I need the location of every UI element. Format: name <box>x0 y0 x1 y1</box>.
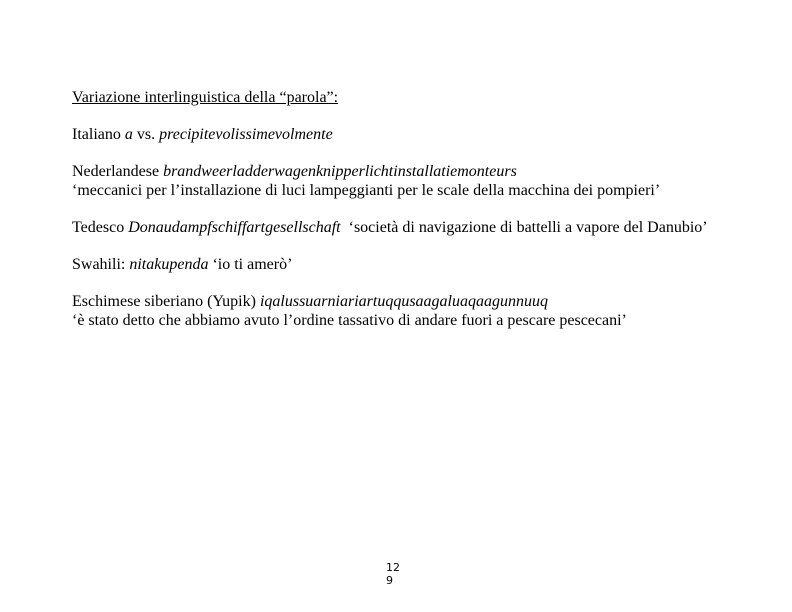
swahili-word: nitakupenda <box>129 256 209 273</box>
nederlandese-gloss: ‘meccanici per l’installazione di luci lampeggianti per le scale della macchina dei pompieri’ <box>72 182 661 199</box>
nederlandese-language-label: Nederlandese <box>72 163 164 180</box>
tedesco-language-label: Tedesco <box>72 219 129 236</box>
tedesco-example <box>72 218 719 237</box>
swahili-language-label: Swahili: <box>72 256 130 273</box>
slide-content <box>72 88 719 348</box>
italiano-example <box>72 125 719 144</box>
yupik-word: iqalussuarniariartuqqusaagaluaqaagunnuuq <box>259 293 548 310</box>
swahili-example <box>72 255 719 274</box>
page-number-line-1: 12 <box>386 561 400 574</box>
yupik-example <box>72 292 719 330</box>
slide-title: Variazione interlinguistica della “parola”: <box>72 89 339 106</box>
italiano-vs: vs. <box>132 126 160 143</box>
nederlandese-line <box>72 162 719 181</box>
yupik-gloss: ‘è stato detto che abbiamo avuto l’ordine tassativo di andare fuori a pescare pescecani’ <box>72 312 627 329</box>
nederlandese-word: brandweerladderwagenknipperlichtinstallatiemonteurs <box>163 163 517 180</box>
nederlandese-example <box>72 162 719 200</box>
page-number-line-2: 9 <box>386 574 393 587</box>
yupik-language-label: Eschimese siberiano (Yupik) <box>72 293 260 310</box>
page-number <box>386 561 416 587</box>
italiano-word-b: precipitevolissimevolmente <box>159 126 333 143</box>
italiano-language-label: Italiano <box>72 126 121 143</box>
swahili-gloss: ‘io ti amerò’ <box>208 256 293 273</box>
tedesco-word: Donaudampfschiffartgesellschaft <box>128 219 341 236</box>
italiano-word-a: a <box>124 126 133 143</box>
yupik-line <box>72 292 719 311</box>
tedesco-gloss: ‘società di navigazione di battelli a vapore del Danubio’ <box>340 219 708 236</box>
